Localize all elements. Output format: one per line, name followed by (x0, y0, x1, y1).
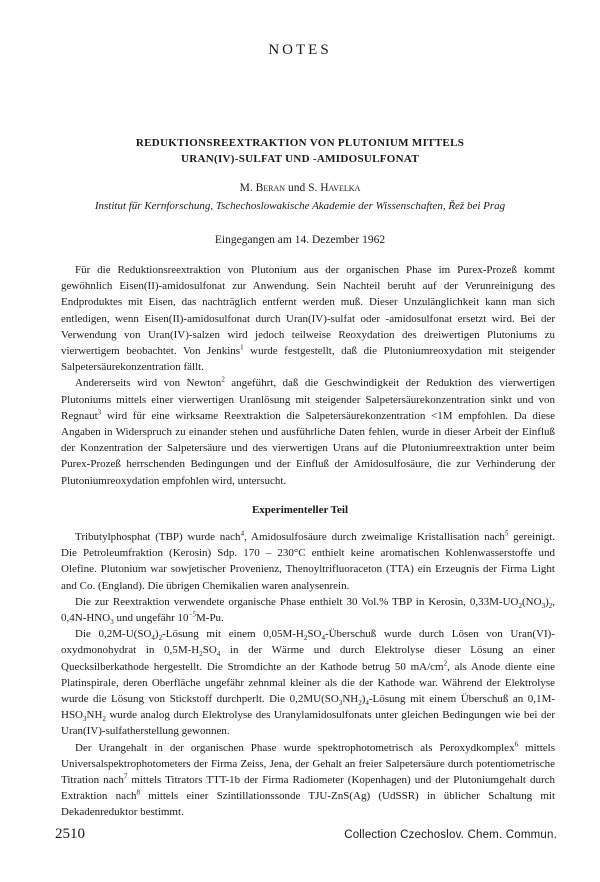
reference-2: 2 (221, 375, 225, 384)
article-title (60, 135, 540, 167)
received-date: Eingegangen am 14. Dezember 1962 (214, 234, 386, 246)
experimental-paragraph-2: Die zur Reextraktion verwendete organische Phase enthielt 30 Vol.% TBP in Kerosin, $0,33M-UO_2(NO_3)_2$, $0,4N-HNO_3$ und ungefähr $10^{-5}M-Pu$. (61, 595, 555, 627)
authors (40, 182, 560, 194)
page-number: 2510 (55, 826, 85, 842)
intro-paragraph-1: Für die Reduktionsreextraktion von Plutonium aus der organischen Phase im Purex-Prozeß kommt gewöhnlich Eisen(II)-amidosulfonat zur Anwendung. Sein Nachteil beruht auf der Verunreinigung des Endproduktes mit Eisen, das nachträglich entfernt werden muß. Dieser Unzulänglichkeit kann man sich entledigen, wenn Eisen(II)-amidosulfonat durch Uran(IV)-sulfat oder -amidosulfonat ersetzt wird. Bei der Verwendung von Uran(IV)-salzen wird jedoch teilweise Reoxydation des dreiwertigen Plutoniums zu vierwertigem beobachtet. Von Jenkins$^1$ wurde festgestellt, daß die Plutoniumreoxydation mit steigender Salpetersäurekonzentration fällt. (61, 264, 555, 374)
reference-5: 5 (504, 529, 509, 538)
experimental-paragraph-3: Die $0,2M-U(SO_4)_2$-Lösung mit einem $0,05M-H_2SO_4$-Überschuß wurde durch Lösen von Uran(VI)-oxydmonohydrat in $0,5M-H_2SO_4$ in der Wärme und durch Elektrolyse dieser Lösung an einer Quecksilberkathode hergestellt. Die Stromdichte an der Kathode betrug 50 $mA/cm^2$, als Anode diente eine Platinspirale, deren Oberfläche ungefähr zehnmal kleiner als die der Kathode war. Während der Elektrolyse wurde die Lösung von Stickstoff durchperlt. Die $0,2MU(SO_3NH_2)_4$-Lösung mit einem Überschuß an $0,1M-HSO_3NH_2$ wurde analog durch Elektrolyse des Uranylamidosulfonats unter gleichen Bedingungen wie bei der Uran(IV)-sulfatherstellung gewonnen. (61, 628, 556, 738)
author-2: S. Havelka (308, 182, 361, 194)
experimental-section (61, 529, 555, 821)
author-1: M. Beran (239, 182, 286, 194)
title-line-1: REDUKTIONSREEXTRAKTION VON PLUTONIUM MITTELS (135, 137, 465, 149)
author-joiner: und (287, 182, 306, 194)
journal-name: Collection Czechoslov. Chem. Commun. (344, 829, 557, 841)
page-footer (55, 826, 557, 846)
reference-6: 6 (514, 739, 519, 748)
reference-1: 1 (240, 343, 244, 352)
reference-4: 4 (240, 529, 245, 538)
experimental-paragraph-1: Tributylphosphat (TBP) wurde nach$^4$, Amidosulfosäure durch zweimalige Kristallisation nach$^5$ gereinigt. Die Petroleumfraktion (Kerosin) Sdp. 170 – 230°C enthielt keine aromatischen Kohlenwasserstoffe und Olefine. Plutonium war sowjetischer Provenienz, Thenoyltrifluoraceton (TTA) ein Erzeugnis der Firma Light and Co. (England). Die übrigen Chemikalien waren analysenrein. (61, 529, 555, 592)
reference-8: 8 (136, 788, 140, 797)
reference-7: 7 (123, 772, 128, 781)
introduction (61, 262, 555, 489)
reference-3: 3 (97, 408, 102, 417)
title-line-2: URAN(IV)-SULFAT UND -AMIDOSULFONAT (181, 153, 419, 165)
running-header: NOTES (268, 42, 332, 58)
experimental-paragraph-4: Der Urangehalt in der organischen Phase wurde spektrophotometrisch als Peroxydkomplex$^6$ mittels Universalspektrophotometers der Firma Zeiss, Jena, der Gehalt an freier Salpetersäure durch potentiometrische Titration nach$^7$ mittels Titrators TTT-1b der Firma Radiometer (Kopenhagen) und der Plutoniumgehalt durch Extraktion nach$^8$ mittels einer Szintillationssonde TJU-ZnS(Ag) (UdSSR) in üblicher Schaltung mit Dekadenreduktor bestimmt. (61, 739, 556, 819)
affiliation: Institut für Kernforschung, Tschechoslowakische Akademie der Wissenschaften, Řež bei Prag (94, 200, 506, 212)
intro-paragraph-2: Andererseits wird von Newton$^2$ angeführt, daß die Geschwindigkeit der Reduktion des vierwertigen Plutoniums mittels einer vierwertigen Uranlösung mit steigender Salpetersäurekonzentration sinkt und von Regnaut$^3$ wird für eine wirksame Reextraktion die Salpetersäurekonzentration <1M empfohlen. Da diese Angaben in Widerspruch zu einander stehen und ausführliche Daten fehlen, wurde in dieser Arbeit der Einfluß der Konzentration der Salpetersäure und des vierwertigen Urans auf die Plutoniumreextraktion unter beim Purex-Prozeß herrschenden Bedingungen und der Einfluß der Amidosulfosäure, die zur Verhinderung der Plutoniumreoxydation empfohlen wird, untersucht. (61, 375, 555, 487)
section-heading-experimental: Experimenteller Teil (251, 504, 349, 516)
